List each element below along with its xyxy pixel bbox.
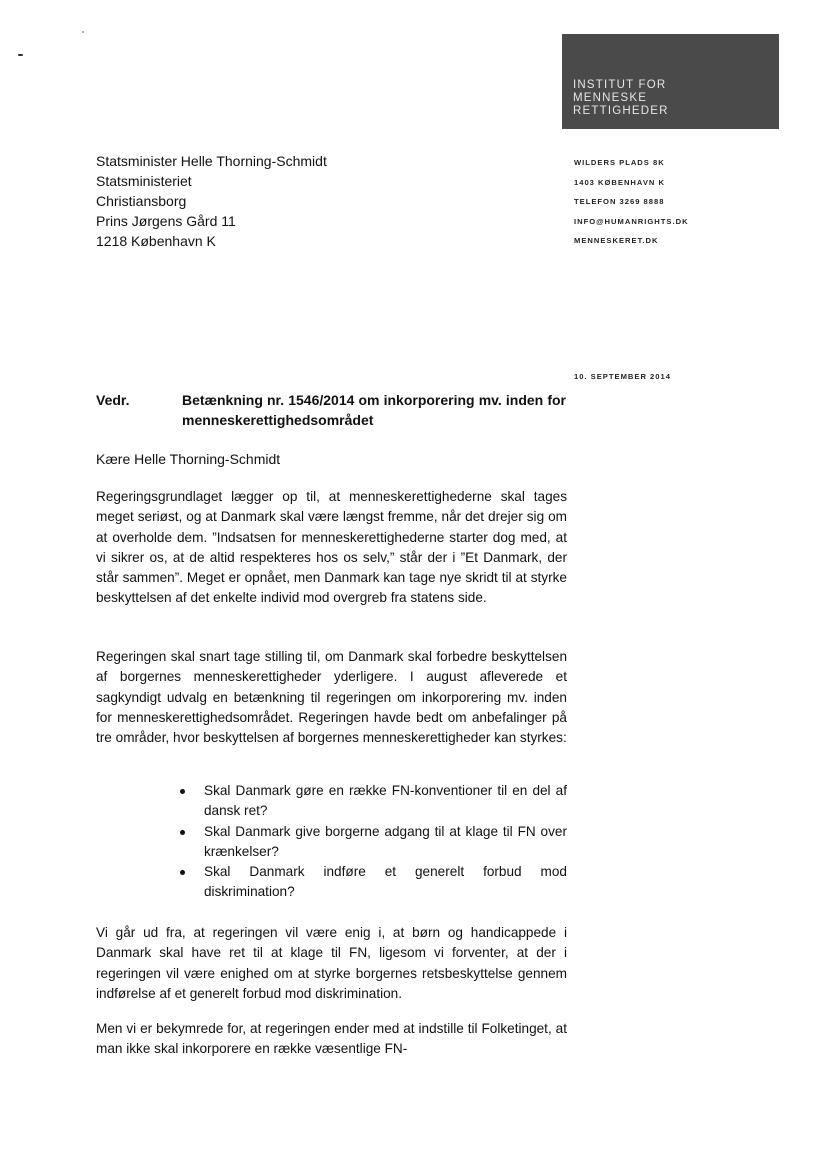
recipient-address — [96, 151, 327, 251]
letter-date: 10. SEPTEMBER 2014 — [574, 372, 671, 381]
recipient-line: Prins Jørgens Gård 11 — [96, 213, 236, 229]
logo-line: MENNESKE — [573, 92, 648, 104]
body-paragraph-1: Regeringsgrundlaget lægger op til, at menneskerettighederne skal tages meget seriøst, og at Danmark skal være længst fremme, når det drejer sig om at overholde dem. ”Indsatsen for menneskerettighederne starter dog med, at vi sikrer os, at de altid respekteres hos os selv,” står der i ”Et Danmark, der står sammen”. Meget er opnået, men Danmark kan tage nye skridt til at styrke beskyttelsen af det enkelte individ mod overgreb fra statens side. — [96, 489, 567, 606]
recipient-line: Statsministeriet — [96, 173, 192, 189]
bullet-icon — [180, 789, 185, 794]
list-item-text: Skal Danmark give borgerne adgang til at klage til FN over krænkelser? — [204, 823, 567, 859]
scan-speck — [18, 54, 23, 56]
body-paragraph-3: Vi går ud fra, at regeringen vil være enig i, at børn og handicappede i Danmark skal have ret til at klage til FN, ligesom vi forventer, at der i regeringen vil være enighed om at styrke borgernes retsbeskyttelse gennem indførelse af et generelt forbud mod diskrimination. — [96, 925, 567, 1001]
recipient-line: 1218 København K — [96, 233, 216, 249]
list-item-text: Skal Danmark gøre en række FN-konventioner til en del af dansk ret? — [204, 783, 567, 819]
recipient-line: Statsminister Helle Thorning-Schmidt — [96, 153, 327, 169]
contact-line: WILDERS PLADS 8K — [574, 158, 665, 167]
contact-line: INFO@HUMANRIGHTS.DK — [574, 216, 689, 226]
salutation: Kære Helle Thorning-Schmidt — [96, 451, 281, 467]
bullet-icon — [180, 870, 185, 875]
body-paragraph-4: Men vi er bekymrede for, at regeringen ender med at indstille til Folketinget, at man ikke skal inkorporere en række væsentlige FN- — [96, 1021, 567, 1057]
question-list — [176, 781, 567, 903]
recipient-line: Christiansborg — [96, 193, 187, 209]
logo-line: INSTITUT FOR — [573, 79, 667, 91]
institution-logo — [562, 34, 779, 129]
contact-line: TELEFON 3269 8888 — [574, 197, 665, 207]
bullet-icon — [180, 830, 185, 835]
list-item — [176, 862, 567, 903]
scan-speck — [82, 31, 84, 33]
subject-text: Betænkning nr. 1546/2014 om inkorporering mv. inden for menneskerettighedsområdet — [182, 392, 566, 428]
logo-line: RETTIGHEDER — [573, 105, 669, 117]
list-item — [176, 822, 567, 863]
contact-line: MENNESKERET.DK — [574, 236, 659, 246]
sender-contact — [574, 153, 689, 251]
body-paragraph-2: Regeringen skal snart tage stilling til, om Danmark skal forbedre beskyttelsen af borgernes menneskerettigheder yderligere. I august afleverede et sagkyndigt udvalg en betænkning til regeringen om inkorporering mv. inden for menneskerettighedsområdet. Regeringen havde bedt om anbefalinger på tre områder, hvor beskyttelsen af borgernes menneskerettigheder kan styrkes: — [96, 649, 567, 746]
contact-line: 1403 KØBENHAVN K — [574, 177, 665, 187]
list-item-text: Skal Danmark indføre et generelt forbud mod diskrimination? — [204, 864, 567, 900]
logo-text — [573, 79, 669, 118]
list-item — [176, 781, 567, 822]
subject-label: Vedr. — [96, 392, 130, 408]
